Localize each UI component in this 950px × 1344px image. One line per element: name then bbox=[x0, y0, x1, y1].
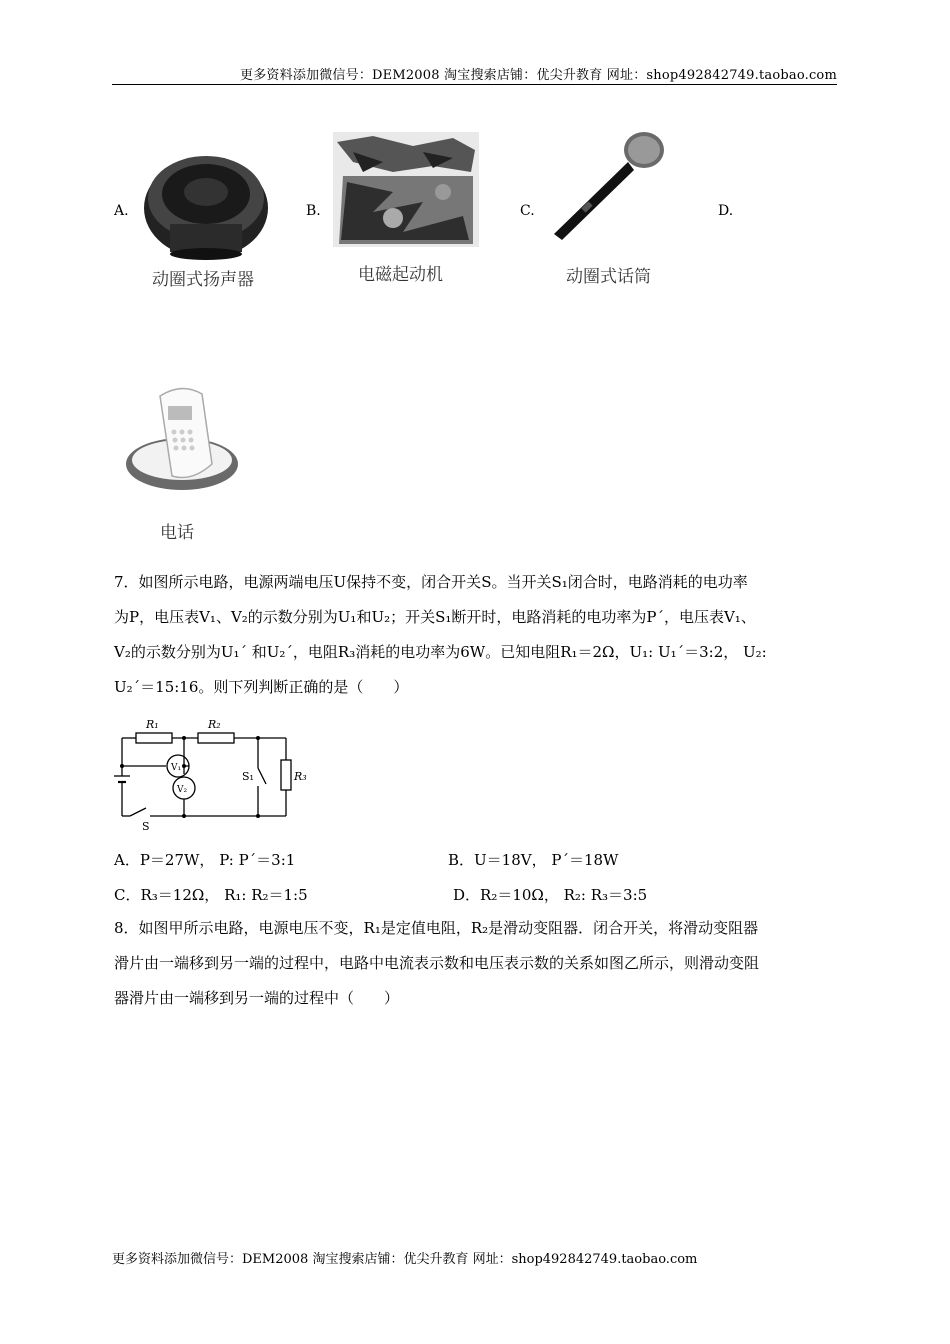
label-v1: V₁ bbox=[171, 763, 182, 773]
label-r2: R₂ bbox=[208, 718, 221, 731]
q6-option-c-letter: C. bbox=[520, 203, 535, 219]
q6-option-b-letter: B. bbox=[306, 203, 321, 219]
label-r1: R₁ bbox=[146, 718, 159, 731]
q7-text-line-2: 为P，电压表V₁、V₂的示数分别为U₁和U₂；开关S₁断开时，电路消耗的电功率为P´，电压表V₁、 bbox=[114, 608, 756, 626]
q6-option-c-caption: 动圈式话筒 bbox=[566, 267, 651, 287]
page-header: 更多资料添加微信号：DEM2008 淘宝搜索店铺：优尖升教育 网址：shop492842749.taobao.com bbox=[240, 68, 837, 83]
page-footer: 更多资料添加微信号：DEM2008 淘宝搜索店铺：优尖升教育 网址：shop492842749.taobao.com bbox=[112, 1252, 698, 1267]
q6-option-b-caption: 电磁起动机 bbox=[358, 265, 443, 285]
q7-circuit-diagram bbox=[112, 712, 322, 832]
q7-option-c: C．R₃＝12Ω， R₁: R₂＝1:5 bbox=[114, 886, 308, 904]
telephone-icon bbox=[122, 382, 242, 494]
q8-text-line-3: 器滑片由一端移到另一端的过程中（ ） bbox=[114, 989, 400, 1007]
q8-text-line-2: 滑片由一端移到另一端的过程中，电路中电流表示数和电压表示数的关系如图乙所示，则滑动变阻 bbox=[114, 954, 760, 972]
label-r3: R₃ bbox=[294, 770, 307, 783]
resistor-r1 bbox=[136, 733, 172, 743]
q7-text-line-1: 7．如图所示电路，电源两端电压U保持不变，闭合开关S。当开关S₁闭合时，电路消耗的电功率 bbox=[114, 573, 748, 591]
speaker-icon bbox=[140, 150, 276, 262]
q7-option-d: D．R₂＝10Ω， R₂: R₃＝3:5 bbox=[453, 886, 648, 904]
q7-text-line-3: V₂的示数分别为U₁´ 和U₂´，电阻R₃消耗的电功率为6W。已知电阻R₁＝2Ω，U₁: U₁´＝3:2， U₂: bbox=[114, 643, 767, 661]
q7-option-b: B．U＝18V， P´＝18W bbox=[448, 851, 619, 869]
label-s: S bbox=[142, 820, 150, 832]
q7-text-line-4: U₂´＝15:16。则下列判断正确的是（ ） bbox=[114, 678, 409, 696]
q6-option-a-letter: A. bbox=[114, 203, 129, 219]
resistor-r2 bbox=[198, 733, 234, 743]
label-v2: V₂ bbox=[177, 785, 188, 795]
q6-option-d-letter: D. bbox=[718, 203, 734, 219]
starter-motor-icon bbox=[333, 132, 479, 247]
label-s1: S₁ bbox=[242, 770, 254, 783]
resistor-r3 bbox=[281, 760, 291, 790]
microphone-icon bbox=[548, 128, 668, 244]
q6-option-a-caption: 动圈式扬声器 bbox=[152, 270, 254, 290]
q8-text-line-1: 8．如图甲所示电路，电源电压不变，R₁是定值电阻，R₂是滑动变阻器．闭合开关，将滑动变阻器 bbox=[114, 919, 759, 937]
header-divider bbox=[112, 84, 837, 85]
q7-option-a: A．P＝27W， P: P´＝3:1 bbox=[114, 851, 296, 869]
q6-option-d-caption: 电话 bbox=[160, 523, 194, 543]
